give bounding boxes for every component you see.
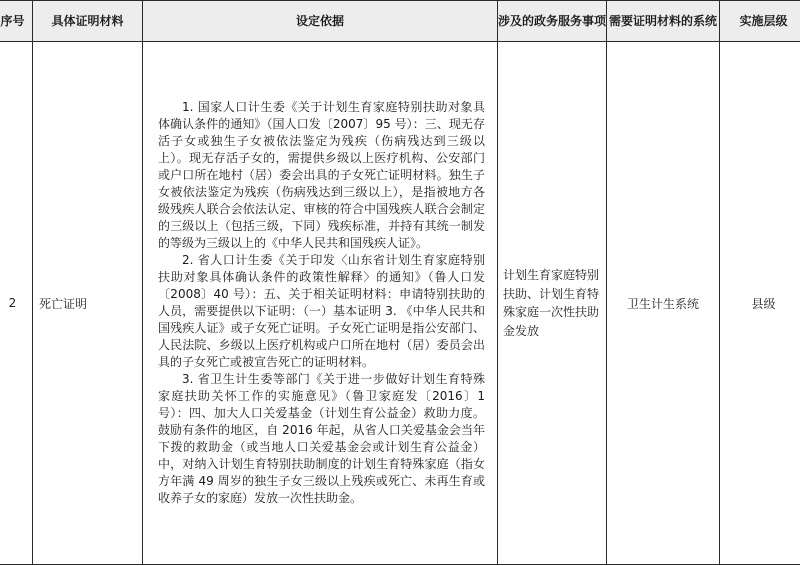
header-material: 具体证明材料 [33, 1, 143, 42]
header-service: 涉及的政务服务事项 [498, 1, 607, 42]
header-serial-number: 序号 [0, 1, 33, 42]
table-row [0, 42, 800, 565]
cell-system: 卫生计生系统 [607, 42, 720, 565]
table-header-row [0, 1, 800, 42]
cell-level: 县级 [720, 42, 800, 565]
cell-service: 计划生育家庭特别扶助、计划生育特殊家庭一次性扶助金发放 [498, 42, 607, 565]
cell-serial-number: 2 [0, 42, 33, 565]
header-basis: 设定依据 [143, 1, 498, 42]
basis-paragraph-2: 2. 省人口计生委《关于印发〈山东省计划生育家庭特别扶助对象具体确认条件的政策性解释〉的通知》（鲁人口发〔2008〕40 号）：五、关于相关证明材料：申请特别扶助的人员，需要提供以下证明：（一）基本证明 3. 《中华人民共和国残疾人证》或子女死亡证明。子女死亡证明是指公安部门、人民法院、乡级以上医疗机构或户口所在地村（居）委员会出具的子女死亡或被宣告死亡的证明材料。 [158, 253, 485, 369]
header-system: 需要证明材料的系统 [607, 1, 720, 42]
basis-paragraph-1: 1. 国家人口计生委《关于计划生育家庭特别扶助对象具体确认条件的通知》（国人口发〔2007〕95 号）：三、现无存活子女或独生子女被依法鉴定为残疾（伤病残达到三级以上）。现无存活子女的，需提供乡级以上医疗机构、公安部门或户口所在地村（居）委会出具的子女死亡证明材料。独生子女被依法鉴定为残疾（伤病残达到三级以上），是指被地方各级残疾人联合会依法认定、审核的符合中国残疾人联合会制定的三级以上（包括三级，下同）残疾标准，并持有其统一制发的等级为三级以上的《中华人民共和国残疾人证》。 [158, 100, 485, 250]
cell-basis [143, 42, 498, 565]
header-level: 实施层级 [720, 1, 800, 42]
basis-paragraph-3: 3. 省卫生计生委等部门《关于进一步做好计划生育特殊家庭扶助关怀工作的实施意见》（鲁卫家庭发〔2016〕1 号）：四、加大人口关爱基金（计划生育公益金）救助力度。鼓励有条件的地区，自 2016 年起，从省人口关爱基金会当年下拨的救助金（或当地人口关爱基金会或计划生育公益金）中，对纳入计划生育特别扶助制度的计划生育特殊家庭（指女方年满 49 周岁的独生子女三级以上残疾或死亡、未再生育或收养子女的家庭）发放一次性扶助金。 [158, 372, 485, 505]
cell-material: 死亡证明 [33, 42, 143, 565]
